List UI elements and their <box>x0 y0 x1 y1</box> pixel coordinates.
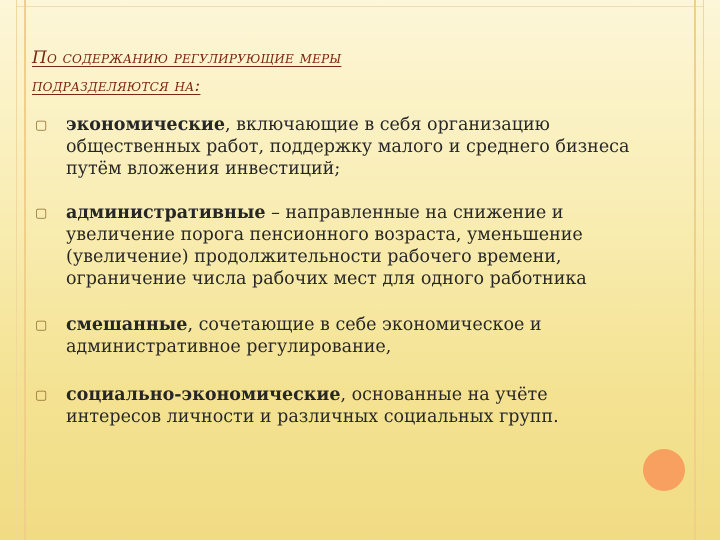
list-item-socio-economic <box>30 384 640 428</box>
slide-title-line-2: подразделяются на: <box>32 76 201 96</box>
list-item-administrative <box>30 202 640 290</box>
item-description: – направленные на снижение и увеличение порога пенсионного возраста, уменьшение (увеличение) продолжительности рабочего времени, ограничение числа рабочих мест для одного работника <box>66 203 587 289</box>
list-item-mixed <box>30 314 640 358</box>
slide-title <box>32 44 592 100</box>
frame-top-line <box>16 6 704 7</box>
decorative-circle <box>643 449 685 491</box>
frame-left-line-outer <box>16 0 17 540</box>
square-bullet-icon: ▢ <box>35 388 48 403</box>
item-term: смешанные <box>66 315 188 335</box>
square-bullet-icon: ▢ <box>35 318 48 333</box>
frame-left-line-inner <box>24 0 26 540</box>
square-bullet-icon: ▢ <box>35 118 48 133</box>
item-description: , основанные на учёте интересов личности и различных социальных групп. <box>66 385 559 427</box>
item-description: , сочетающие в себе экономическое и административное регулирование, <box>66 315 542 357</box>
item-term: социально-экономические <box>66 385 341 405</box>
item-term: административные <box>66 203 266 223</box>
frame-right-line-outer <box>703 0 704 540</box>
item-term: экономические <box>66 115 225 135</box>
slide-title-line-1: По содержанию регулирующие меры <box>32 48 342 68</box>
list-item-economic <box>30 114 640 180</box>
measures-list <box>30 114 640 428</box>
item-description: , включающие в себя организацию общественных работ, поддержку малого и среднего бизнеса путём вложения инвестиций; <box>66 115 630 179</box>
frame-right-line-inner <box>694 0 696 540</box>
square-bullet-icon: ▢ <box>35 206 48 221</box>
